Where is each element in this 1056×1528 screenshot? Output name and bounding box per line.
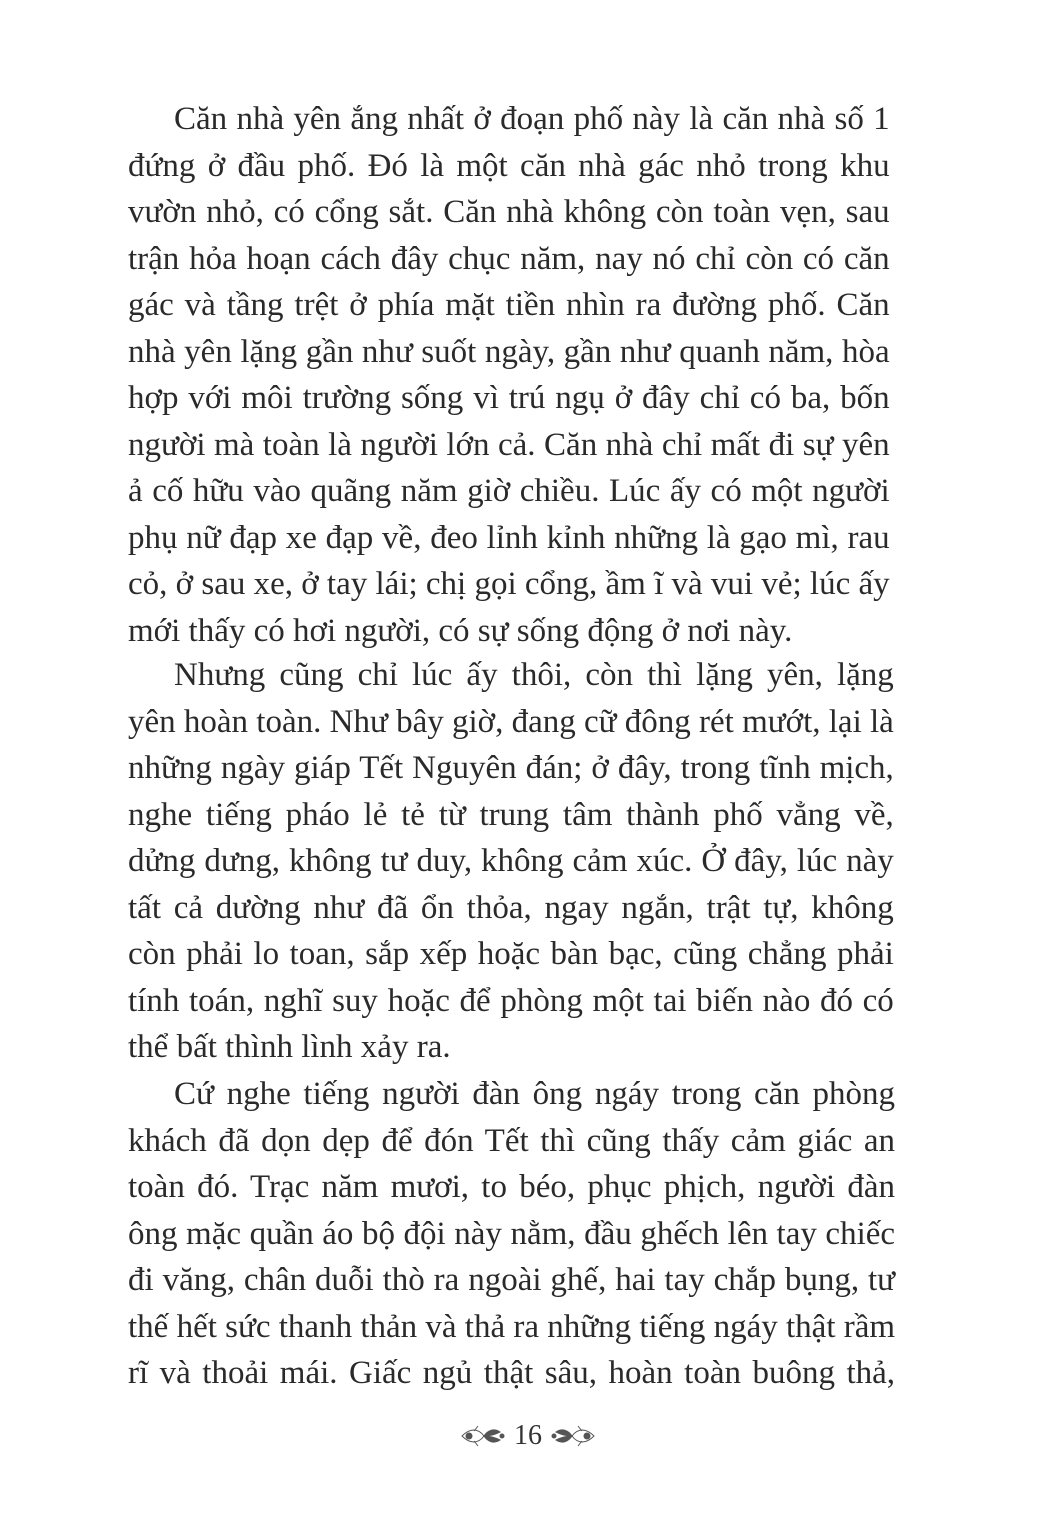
text-line: Cứ nghe tiếng người đàn ông ngáy trong căn phòng [174,1076,896,1112]
page-footer [0,1422,1056,1450]
text-line: dửng dưng, không tư duy, không cảm xúc. Ở đây, lúc này [128,843,894,879]
text-line: gác và tầng trệt ở phía mặt tiền nhìn ra đường phố. Căn [128,287,890,323]
text-line: người mà toàn là người lớn cả. Căn nhà chỉ mất đi sự yên [128,426,890,463]
text-line: những ngày giáp Tết Nguyên đán; ở đây, trong tĩnh mịch, [128,750,894,786]
text-line: nhà yên lặng gần như suốt ngày, gần như quanh năm, hòa [128,333,890,370]
paragraph-1 [128,96,890,654]
text-line: trận hỏa hoạn cách đây chục năm, nay nó chỉ còn có căn [128,240,890,277]
text-line: yên hoàn toàn. Như bây giờ, đang cữ đông rét mướt, lại là [128,703,894,740]
text-line: nghe tiếng pháo lẻ tẻ từ trung tâm thành phố vẳng về, [128,796,894,833]
floral-ornament-right-icon [550,1422,596,1450]
page-number: 16 [514,1420,542,1451]
text-line: đi văng, chân duỗi thò ra ngoài ghế, hai tay chắp bụng, tư [128,1262,896,1298]
text-line: rĩ và thoải mái. Giấc ngủ thật sâu, hoàn toàn buông thả, [128,1355,896,1391]
text-line: thế hết sức thanh thản và thả ra những tiếng ngáy thật rầm [128,1308,896,1345]
text-line: cỏ, ở sau xe, ở tay lái; chị gọi cổng, ầm ĩ và vui vẻ; lúc ấy [128,566,890,602]
text-line: còn phải lo toan, sắp xếp hoặc bàn bạc, cũng chẳng phải [128,936,894,972]
paragraph-2 [128,652,894,1071]
text-line: mới thấy có hơi người, có sự sống động ở nơi này. [128,612,793,649]
text-line: tính toán, nghĩ suy hoặc để phòng một tai biến nào đó có [128,982,894,1019]
floral-ornament-left-icon [460,1422,506,1450]
text-line: tất cả dường như đã ổn thỏa, ngay ngắn, trật tự, không [128,889,894,926]
text-line: ả cố hữu vào quãng năm giờ chiều. Lúc ấy có một người [128,473,890,509]
text-line: Nhưng cũng chỉ lúc ấy thôi, còn thì lặng yên, lặng [174,657,894,693]
text-line: toàn đó. Trạc năm mươi, to béo, phục phịch, người đàn [128,1169,896,1205]
text-line: vườn nhỏ, có cổng sắt. Căn nhà không còn toàn vẹn, sau [128,194,890,230]
text-line: hợp với môi trường sống vì trú ngụ ở đây chỉ có ba, bốn [128,380,890,416]
text-line: phụ nữ đạp xe đạp về, đeo lỉnh kỉnh những là gạo mì, rau [128,519,890,556]
paragraph-3 [128,1071,895,1397]
text-line: ông mặc quần áo bộ đội này nằm, đầu ghếch lên tay chiếc [128,1215,896,1252]
text-line: thể bất thình lình xảy ra. [128,1029,451,1065]
text-line: Căn nhà yên ắng nhất ở đoạn phố này là căn nhà số 1 [174,101,890,137]
text-line: đứng ở đầu phố. Đó là một căn nhà gác nhỏ trong khu [128,147,890,184]
text-line: khách đã dọn dẹp để đón Tết thì cũng thấy cảm giác an [128,1122,896,1159]
